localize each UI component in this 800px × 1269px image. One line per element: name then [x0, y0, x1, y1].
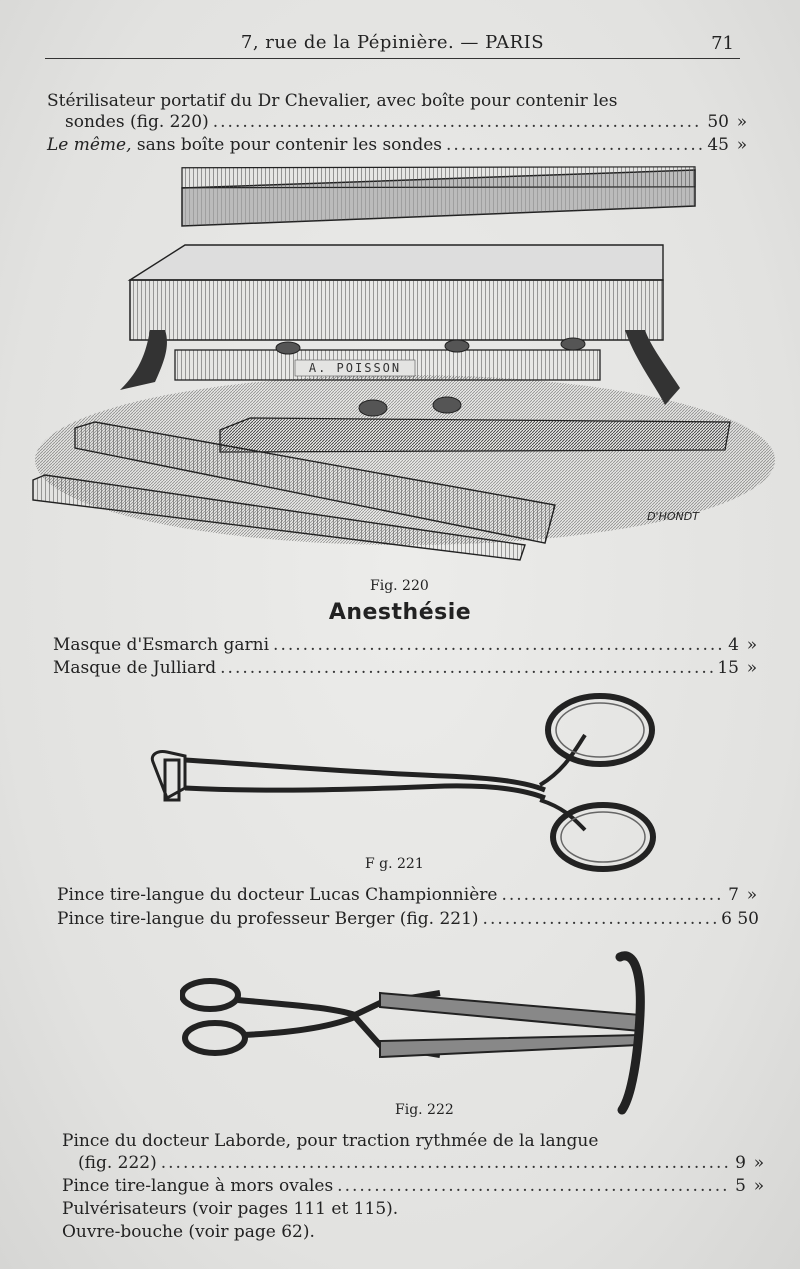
pince-item-label: Pince tire-langue du professeur Berger (fig. 221)	[57, 909, 479, 929]
laborde-line2: (fig. 222)	[78, 1153, 157, 1173]
leader-dots	[213, 111, 704, 133]
price-mark: »	[746, 658, 758, 678]
leader-dots	[337, 1175, 731, 1197]
pulverisateurs-line: Pulvérisateurs (voir pages 111 et 115).	[62, 1199, 399, 1219]
anesthesia-item	[53, 657, 765, 679]
ovales-label: Pince tire-langue à mors ovales	[62, 1176, 334, 1196]
leader-dots	[501, 884, 724, 906]
fig220-signature: D'HONDT	[647, 510, 699, 523]
laborde-price: 9	[735, 1153, 746, 1173]
le-meme-italic: Le même,	[47, 135, 132, 155]
ovales-entry	[62, 1175, 772, 1197]
laborde-entry	[78, 1152, 772, 1174]
leader-dots	[161, 1152, 731, 1174]
le-meme-rest: sans boîte pour contenir les sondes	[131, 135, 443, 155]
anesthesia-item-price: 4	[728, 635, 739, 655]
page-number: 71	[711, 33, 734, 54]
section-title-anesthesie: Anesthésie	[328, 600, 472, 625]
price-mark: »	[753, 1176, 765, 1196]
pince-item-price: 6 50	[721, 909, 759, 929]
price-mark: »	[746, 885, 758, 905]
anesthesia-item-price: 15	[717, 658, 739, 678]
fig221-caption: F g. 221	[365, 856, 424, 872]
ovales-price: 5	[735, 1176, 746, 1196]
anesthesia-item-label: Masque d'Esmarch garni	[53, 635, 270, 655]
fig220-caption: Fig. 220	[370, 578, 429, 594]
pince-item-label: Pince tire-langue du docteur Lucas Championnière	[57, 885, 498, 905]
sterilisateur-entry	[65, 111, 755, 133]
leader-dots	[220, 657, 713, 679]
sterilisateur-line2: sondes (fig. 220)	[65, 112, 209, 132]
pince-item-price: 7	[728, 885, 739, 905]
fig222-caption: Fig. 222	[395, 1102, 454, 1118]
header-address: 7, rue de la Pépinière. — PARIS	[240, 32, 545, 53]
leader-dots	[483, 908, 718, 930]
leader-dots	[273, 634, 724, 656]
le-meme-price: 45	[707, 135, 729, 155]
fig220-stamp: A. POISSON	[308, 361, 402, 375]
laborde-line1: Pince du docteur Laborde, pour traction rythmée de la langue	[62, 1131, 599, 1151]
price-mark: »	[736, 135, 748, 155]
anesthesia-item-label: Masque de Julliard	[53, 658, 217, 678]
leader-dots	[446, 134, 703, 156]
anesthesia-item	[53, 634, 765, 656]
price-mark: »	[746, 635, 758, 655]
pince-item	[57, 908, 759, 930]
sterilisateur-price: 50	[707, 112, 729, 132]
le-meme-entry	[47, 134, 755, 156]
fig221-tongue-forceps-illustration	[145, 690, 665, 880]
pince-item	[57, 884, 765, 906]
page-header	[45, 32, 740, 59]
price-mark: »	[753, 1153, 765, 1173]
ouvre-bouche-line: Ouvre-bouche (voir page 62).	[62, 1222, 315, 1242]
sterilisateur-line1: Stérilisateur portatif du Dr Chevalier, avec boîte pour contenir les	[47, 91, 618, 111]
price-mark: »	[736, 112, 748, 132]
le-meme-label	[47, 134, 442, 156]
fig222-laborde-forceps-illustration	[180, 945, 670, 1120]
fig220-sterilizer-illustration	[25, 160, 785, 580]
